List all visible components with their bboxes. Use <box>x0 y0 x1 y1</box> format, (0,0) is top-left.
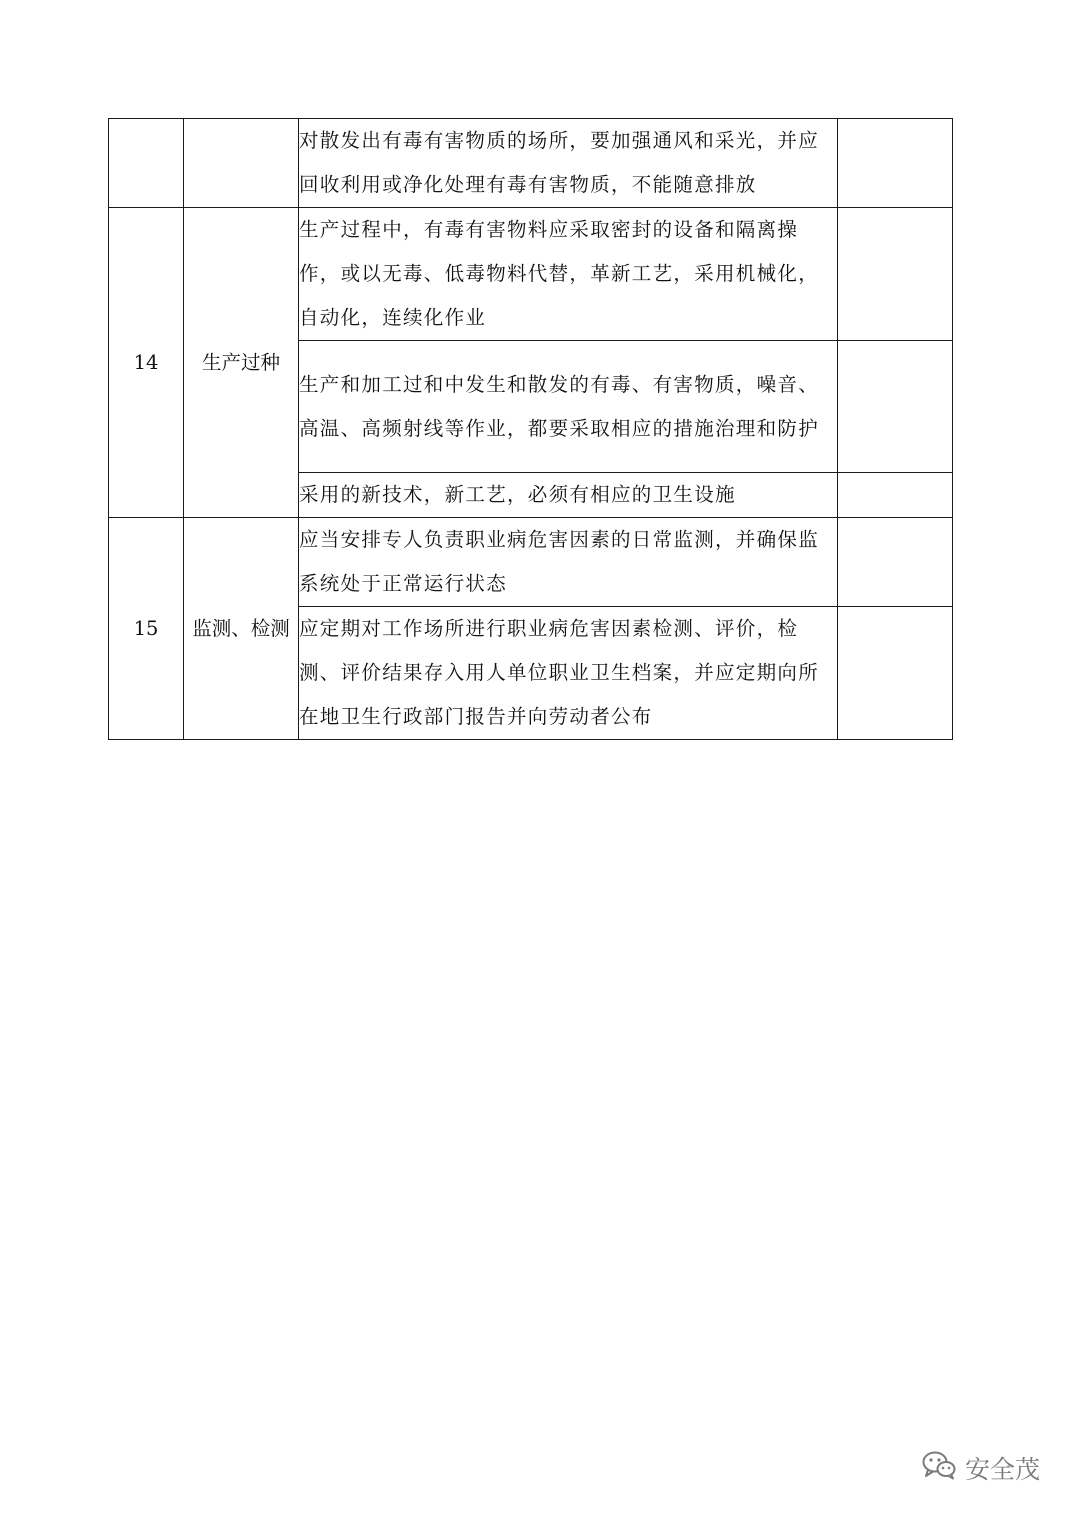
requirements-table <box>108 118 953 740</box>
item-number: 14 <box>109 208 184 518</box>
requirement-text: 生产过程中，有毒有害物料应采取密封的设备和隔离操作，或以无毒、低毒物料代替，革新工艺，采用机械化，自动化，连续化作业 <box>299 208 838 341</box>
check-cell <box>838 119 953 208</box>
wechat-icon <box>921 1450 957 1486</box>
wechat-watermark <box>921 1450 1040 1486</box>
check-cell <box>838 341 953 473</box>
check-cell <box>838 473 953 518</box>
requirement-text: 应当安排专人负责职业病危害因素的日常监测，并确保监系统处于正常运行状态 <box>299 518 838 607</box>
item-number-cell <box>109 119 184 208</box>
table-row <box>109 119 953 208</box>
category-label: 监测、检测 <box>184 518 299 740</box>
table-row <box>109 518 953 607</box>
check-cell <box>838 208 953 341</box>
item-number: 15 <box>109 518 184 740</box>
watermark-text: 安全茂 <box>965 1455 1041 1484</box>
check-cell <box>838 518 953 607</box>
check-cell <box>838 607 953 740</box>
table-row <box>109 208 953 341</box>
requirement-text: 应定期对工作场所进行职业病危害因素检测、评价，检测、评价结果存入用人单位职业卫生档案，并应定期向所在地卫生行政部门报告并向劳动者公布 <box>299 607 838 740</box>
category-cell <box>184 119 299 208</box>
requirement-text: 对散发出有毒有害物质的场所，要加强通风和采光，并应回收利用或净化处理有毒有害物质，不能随意排放 <box>299 119 838 208</box>
category-label: 生产过种 <box>184 208 299 518</box>
requirement-text: 采用的新技术，新工艺，必须有相应的卫生设施 <box>299 473 838 518</box>
requirement-text: 生产和加工过和中发生和散发的有毒、有害物质，噪音、高温、高频射线等作业，都要采取相应的措施治理和防护 <box>299 341 838 473</box>
